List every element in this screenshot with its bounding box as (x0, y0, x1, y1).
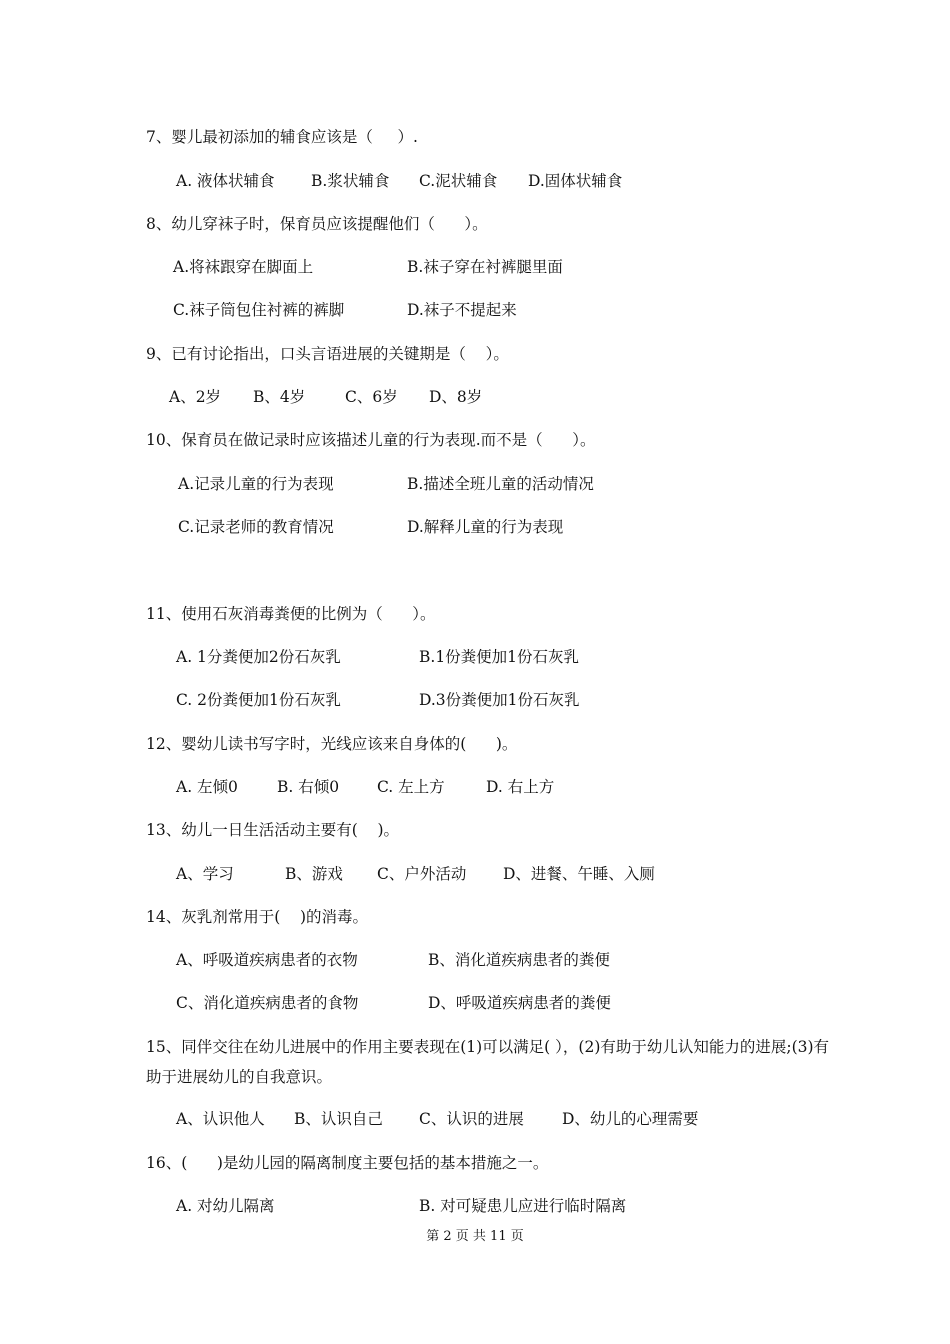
question-13-stem: 13、幼儿一日生活活动主要有( )。 (146, 821, 400, 839)
question-7-option-c: C.泥状辅食 (419, 172, 498, 190)
question-10-option-d: D.解释儿童的行为表现 (407, 518, 564, 536)
question-9-stem: 9、已有讨论指出，口头言语进展的关键期是（ ）。 (146, 345, 509, 363)
question-12-option-a: A. 左倾0 (176, 778, 238, 796)
question-14-option-d: D、呼吸道疾病患者的粪便 (428, 994, 611, 1012)
question-7-stem: 7、婴儿最初添加的辅食应该是（ ）. (146, 128, 418, 146)
question-7-option-a: A. 液体状辅食 (176, 172, 275, 190)
question-8-option-d: D.袜子不提起来 (407, 301, 517, 319)
question-13-option-a: A、学习 (176, 865, 234, 883)
question-10-stem: 10、保育员在做记录时应该描述儿童的行为表现.而不是（ ）。 (146, 431, 596, 449)
question-10-option-c: C.记录老师的教育情况 (178, 518, 334, 536)
question-14-option-c: C、消化道疾病患者的食物 (176, 994, 359, 1012)
question-11-option-a: A. 1分粪便加2份石灰乳 (176, 648, 341, 666)
question-7-option-d: D.固体状辅食 (528, 172, 623, 190)
question-8-option-a: A.将袜跟穿在脚面上 (173, 258, 314, 276)
question-15-option-a: A、认识他人 (176, 1110, 265, 1128)
question-11-option-c: C. 2份粪便加1份石灰乳 (176, 691, 341, 709)
question-16-option-b: B. 对可疑患儿应进行临时隔离 (419, 1197, 627, 1215)
question-11-option-b: B.1份粪便加1份石灰乳 (419, 648, 580, 666)
question-8-option-c: C.袜子筒包住衬裤的裤脚 (173, 301, 345, 319)
question-7-option-b: B.浆状辅食 (311, 172, 390, 190)
question-13-option-d: D、进餐、午睡、入厕 (503, 865, 655, 883)
question-12-option-c: C. 左上方 (377, 778, 445, 796)
question-9-option-a: A、2岁 (169, 388, 222, 406)
question-11-stem: 11、使用石灰消毒粪便的比例为（ ）。 (146, 605, 436, 623)
question-16-option-a: A. 对幼儿隔离 (176, 1197, 275, 1215)
question-9-option-c: C、6岁 (345, 388, 398, 406)
question-15-option-c: C、认识的进展 (419, 1110, 524, 1128)
question-10-option-b: B.描述全班儿童的活动情况 (407, 475, 594, 493)
question-14-option-a: A、呼吸道疾病患者的衣物 (176, 951, 358, 969)
question-14-option-b: B、消化道疾病患者的粪便 (428, 951, 610, 969)
question-9-option-d: D、8岁 (429, 388, 483, 406)
question-14-stem: 14、灰乳剂常用于( )的消毒。 (146, 908, 369, 926)
question-12-stem: 12、婴幼儿读书写字时，光线应该来自身体的( )。 (146, 735, 518, 753)
question-12-option-b: B. 右倾0 (277, 778, 340, 796)
question-16-stem: 16、( )是幼儿园的隔离制度主要包括的基本措施之一。 (146, 1154, 549, 1172)
question-15-stem: 15、同伴交往在幼儿进展中的作用主要表现在(1)可以满足( ），(2)有助于幼儿认知能力的进展;(3)有助于进展幼儿的自我意识。 (146, 1038, 830, 1086)
question-9-option-b: B、4岁 (253, 388, 306, 406)
question-12-option-d: D. 右上方 (486, 778, 555, 796)
question-13-option-b: B、游戏 (285, 865, 343, 883)
question-8-stem: 8、幼儿穿袜子时，保育员应该提醒他们（ ）。 (146, 215, 488, 233)
question-11-option-d: D.3份粪便加1份石灰乳 (419, 691, 580, 709)
question-15-option-b: B、认识自己 (294, 1110, 383, 1128)
question-8-option-b: B.袜子穿在衬裤腿里面 (407, 258, 563, 276)
page-number-footer: 第 2 页 共 11 页 (426, 1229, 524, 1244)
question-13-option-c: C、户外活动 (377, 865, 467, 883)
question-10-option-a: A.记录儿童的行为表现 (178, 475, 334, 493)
question-15-option-d: D、幼儿的心理需要 (562, 1110, 699, 1128)
